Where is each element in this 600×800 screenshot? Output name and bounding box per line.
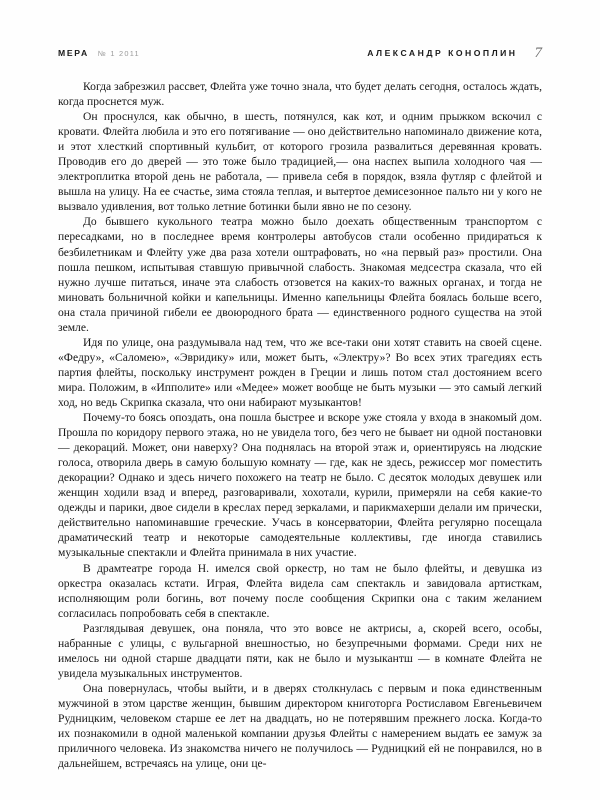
- paragraph: Она повернулась, чтобы выйти, и в дверях столкнулась с первым и пока единственным мужчиной в этом царстве женщин, бывшим директором книготорга Ростиславом Евгеньевичем Рудницким, человеком старше ее лет на двадцать, но не потерявшим прежнего лоска. Когда-то их познакомили в одной маленькой компании друзья Флейты с намерением выдать ее замуж за приличного человека. Из знакомства ничего не получилось — Рудницкий ей не понравился, но в дальнейшем, встречаясь на улице, они це-: [58, 681, 542, 771]
- paragraph: Он проснулся, как обычно, в шесть, потянулся, как кот, и одним прыжком вскочил с кровати. Флейта любила и это его потягивание — оно действительно напоминало движение кота, и этот хлесткий спортивный кульбит, от которого грозила развалиться деревянная кровать. Проводив его до дверей — это тоже было традицией,— она наспех выпила холодного чая — электроплитка второй день не работала, — привела себя в порядок, взяла футляр с флейтой и вышла на улицу. На ее счастье, зима стояла теплая, и вытертое демисезонное пальто ни у кого не вызвало удивления, вот только летние ботинки были явно не по сезону.: [58, 110, 542, 214]
- running-head-right: [367, 44, 542, 61]
- body-text-column: [58, 79, 542, 771]
- paragraph: Идя по улице, она раздумывала над тем, что же все-таки они хотят ставить на своей сцене. «Федру», «Саломею», «Эвридику» или, может быть, «Электру»? Во всех этих трагедиях есть партия флейты, поскольку инструмент рожден в Греции и лишь потом стал достоянием всего мира. Положим, в «Ипполите» или «Медее» может вообще не быть музыки — это самый легкий ход, но ведь Скрипка сказала, что они набирают музыкантов!: [58, 335, 542, 409]
- paragraph: Разглядывая девушек, она поняла, что это вовсе не актрисы, а, скорей всего, особы, набранные с улицы, с вульгарной внешностью, но безупречными формами. Среди них не имелось ни одной старше двадцати пяти, как не было и музыкантш — в комнате Флейта не увидела музыкальных инструментов.: [58, 621, 542, 680]
- page-number: 7: [534, 45, 542, 61]
- paragraph: В драмтеатре города Н. имелся свой оркестр, но там не было флейты, и девушка из оркестра оказалась кстати. Играя, Флейта видела сам спектакль и завидовала артисткам, исполняющим роли богинь, вот почему после сообщения Скрипки она с таким желанием согласилась попробовать себя в спектакле.: [58, 561, 542, 620]
- running-head: [58, 44, 542, 62]
- issue-info: № 1 2011: [97, 49, 140, 58]
- paragraph: Когда забрезжил рассвет, Флейта уже точно знала, что будет делать сегодня, осталось ждать, когда проснется муж.: [58, 80, 542, 109]
- paragraph: До бывшего кукольного театра можно было доехать общественным транспортом с пересадками, но в последнее время контролеры автобусов стали особенно придираться к безбилетникам и Флейту уже два раза хотели оштрафовать, но «на первый раз» простили. Она пошла пешком, испытывая ставшую привычной слабость. Знакомая медсестра сказала, что ей нужно лучше питаться, иначе эта слабость отзовется на каких-то важных органах, и тогда не миновать больничной койки и капельницы. Именно капельницы Флейта боялась больше всего, она стала причиной гибели ее двоюродного брата — единственного родного существа на этой земле.: [58, 215, 542, 334]
- author-name: АЛЕКСАНДР КОНОПЛИН: [367, 48, 518, 58]
- journal-title: МЕРА: [58, 48, 89, 58]
- running-head-left: [58, 48, 140, 58]
- paragraph: Почему-то боясь опоздать, она пошла быстрее и вскоре уже стояла у входа в знакомый дом. Прошла по коридору первого этажа, но не увидела того, без чего не бывает ни одной постановки — декораций. Может, они наверху? Она поднялась на второй этаж и, ориентируясь на людские голоса, отворила дверь в самую большую комнату — где, как не здесь, режиссер мог поместить декорации? Однако и здесь ничего похожего на театр не было. С десяток молодых девушек или женщин ходили взад и вперед, разговаривали, хохотали, курили, примеряли на себя какие-то одежды и парики, двое сидели в креслах перед зеркалами, и парикмахерши делали им прически, действительно напоминавшие греческие. Учась в консерватории, Флейта регулярно посещала драматический театр и некоторые самодеятельные коллективы, где иногда ставились музыкальные спектакли и Флейта принимала в них участие.: [58, 411, 542, 560]
